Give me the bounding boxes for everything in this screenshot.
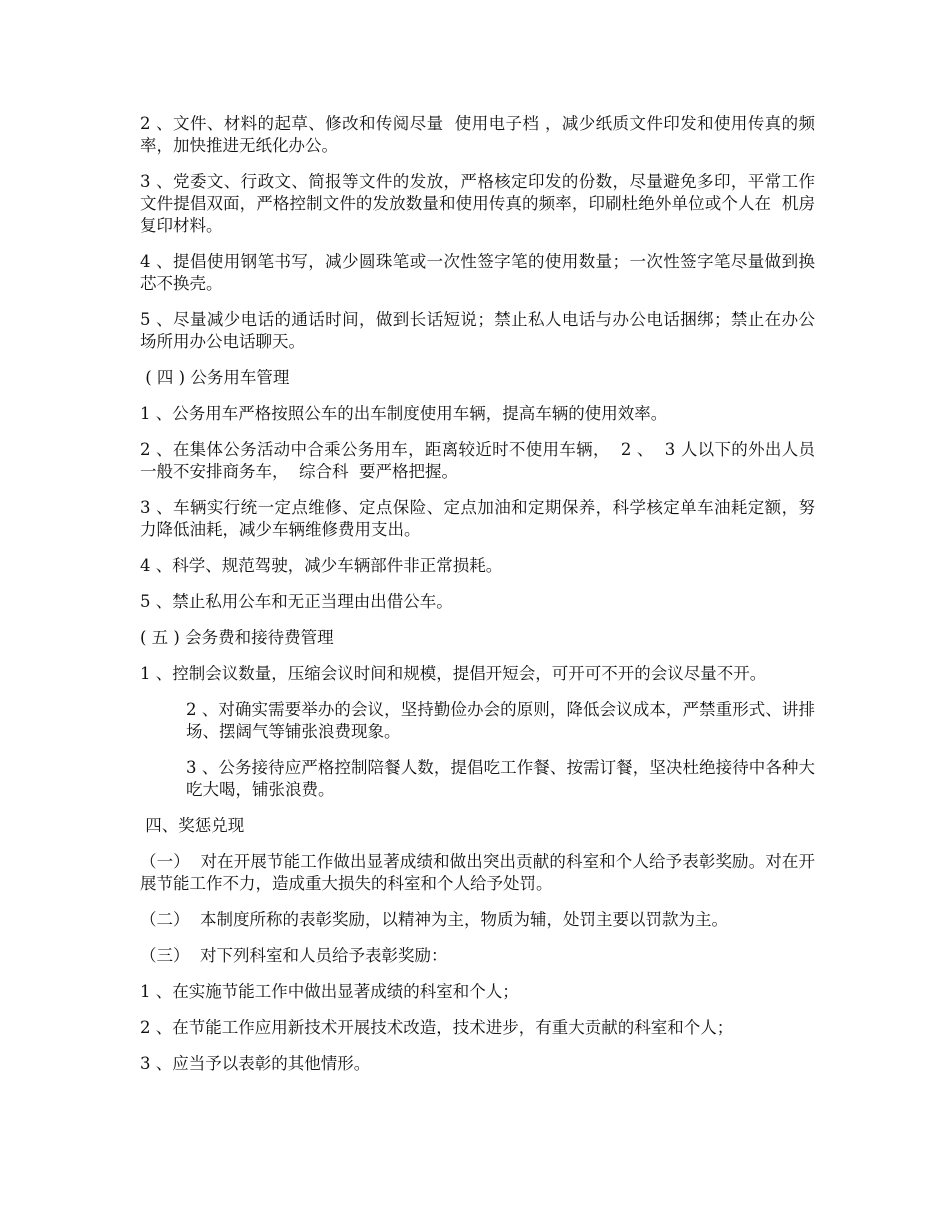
paragraph: 3 、应当予以表彰的其他情形。 <box>140 1054 371 1073</box>
paragraph: （二） 本制度所称的表彰奖励，以精神为主，物质为辅，处罚主要以罚款为主。 <box>140 910 728 929</box>
section-heading: 四、奖惩兑现 <box>140 816 245 835</box>
paragraph: 1 、在实施节能工作中做出显著成绩的科室和个人； <box>140 982 519 1001</box>
paragraph: 2 、文件、材料的起草、修改和传阅尽量 使用电子档 ，减少纸质文件印发和使用传真的频率，加快推进无纸化办公。 <box>140 114 815 155</box>
paragraph: 1 、控制会议数量，压缩会议时间和规模，提倡开短会，可开可不开的会议尽量不开。 <box>140 664 767 683</box>
paragraph: （三） 对下列科室和人员给予表彰奖励： <box>140 946 448 965</box>
section-heading: ( 五 ) 会务费和接待费管理 <box>140 628 334 647</box>
paragraph: 3 、党委文、行政文、简报等文件的发放，严格核定印发的份数，尽量避免多印，平常工作文件提倡双面，严格控制文件的发放数量和使用传真的频率，印刷杜绝外单位或个人在 机房 复印材料。 <box>140 172 826 235</box>
paragraph: 1 、公务用车严格按照公车的出车制度使用车辆，提高车辆的使用效率。 <box>140 404 668 423</box>
paragraph: 3 、车辆实行统一定点维修、定点保险、定点加油和定期保养，科学核定单车油耗定额，努力降低油耗，减少车辆维修费用支出。 <box>140 498 815 539</box>
paragraph: 5 、禁止私用公车和无正当理由出借公车。 <box>140 592 453 611</box>
paragraph: （一） 对在开展节能工作做出显著成绩和做出突出贡献的科室和个人给予表彰奖励。对在开展节能工作不力，造成重大损失的科室和个人给予处罚。 <box>140 852 815 893</box>
paragraph: 2 、在节能工作应用新技术开展技术改造，技术进步，有重大贡献的科室和个人； <box>140 1018 734 1037</box>
paragraph: 4 、科学、规范驾驶，减少车辆部件非正常损耗。 <box>140 556 503 575</box>
paragraph: 4 、提倡使用钢笔书写，减少圆珠笔或一次性签字笔的使用数量；一次性签字笔尽量做到换芯不换壳。 <box>140 252 815 293</box>
paragraph: 3 、公务接待应严格控制陪餐人数，提倡吃工作餐、按需订餐，坚决杜绝接待中各种大吃大喝，铺张浪费。 <box>186 758 815 799</box>
paragraph: 2 、对确实需要举办的会议，坚持勤俭办会的原则，降低会议成本，严禁重形式、讲排场、摆阔气等铺张浪费现象。 <box>186 700 815 741</box>
section-heading: ( 四 ) 公务用车管理 <box>140 368 290 387</box>
document-body <box>140 113 826 1089</box>
paragraph: 2 、在集体公务活动中合乘公务用车，距离较近时不使用车辆， 2 、 3 人以下的外出人员一般不安排商务车， 综合科 要严格把握。 <box>140 440 815 481</box>
paragraph: 5 、尽量减少电话的通话时间，做到长话短说；禁止私人电话与办公电话捆绑；禁止在办公场所用办公电话聊天。 <box>140 310 815 351</box>
